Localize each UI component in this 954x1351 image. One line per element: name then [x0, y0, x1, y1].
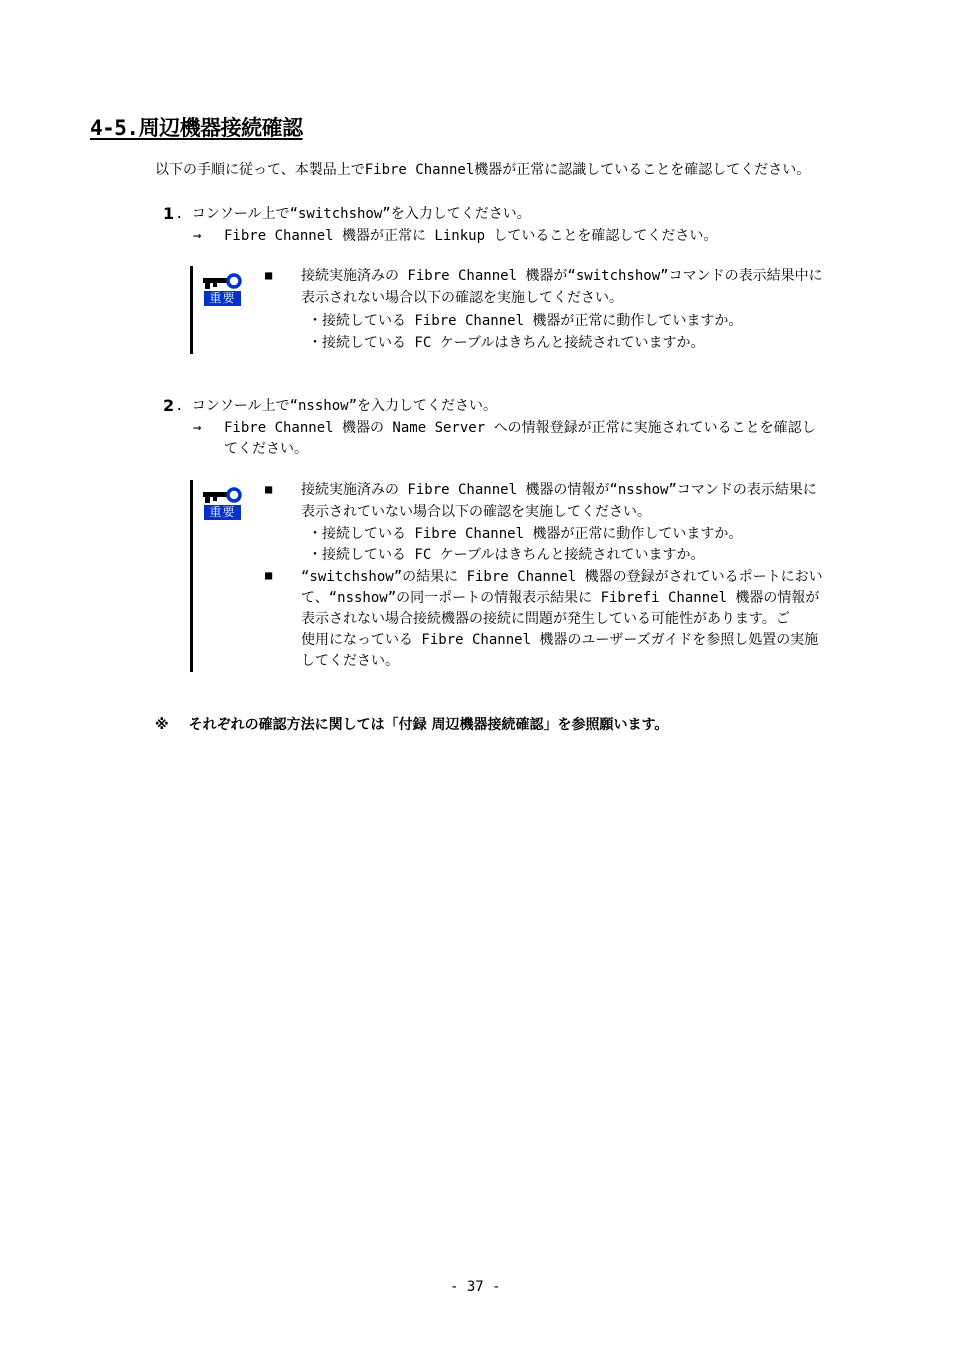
note-line: 接続実施済みの Fibre Channel 機器が“switchshow”コマンドの表示結果中に — [301, 268, 823, 284]
bullet-icon: ■ — [265, 568, 273, 582]
step-result: てください。 — [224, 441, 308, 457]
bullet-icon: ■ — [265, 268, 273, 282]
step-result: Fibre Channel 機器が正常に Linkup していることを確認してください。 — [224, 228, 718, 244]
note-sub-line: ・接続している FC ケーブルはきちんと接続されていますか。 — [308, 547, 705, 563]
key-icon — [202, 486, 244, 522]
reference-note — [155, 714, 668, 734]
step-number: 1 — [163, 204, 175, 223]
note-line: 表示されない場合接続機器の接続に問題が発生している可能性があります。ご — [301, 611, 790, 627]
note-sub-line: ・接続している FC ケーブルはきちんと接続されていますか。 — [308, 335, 705, 351]
arrow-glyph: → — [193, 228, 202, 244]
step-text: . コンソール上で“nsshow”を入力してください。 — [175, 398, 498, 414]
bullet-icon: ■ — [265, 482, 273, 496]
page-title: 4-5.周辺機器接続確認 — [90, 116, 303, 140]
note-line: “switchshow”の結果に Fibre Channel 機器の登録がされているポートにおい — [301, 569, 823, 585]
note-line: 接続実施済みの Fibre Channel 機器の情報が“nsshow”コマンドの表示結果に — [301, 482, 817, 498]
step-text: . コンソール上で“switchshow”を入力してください。 — [175, 206, 531, 222]
note-line: 使用になっている Fibre Channel 機器のユーザーズガイドを参照し処置の実施 — [301, 632, 819, 648]
step-number: 2 — [163, 396, 175, 415]
arrow-glyph: → — [193, 420, 202, 436]
note-line: 表示されていない場合以下の確認を実施してください。 — [301, 504, 651, 520]
note-bar — [190, 480, 193, 672]
note-line: してください。 — [301, 653, 399, 669]
note-text: それぞれの確認方法に関しては「付録 周辺機器接続確認」を参照願います。 — [188, 717, 669, 733]
step-result: Fibre Channel 機器の Name Server への情報登録が正常に実施されていることを確認し — [224, 420, 816, 436]
key-icon — [202, 272, 244, 308]
intro-text: 以下の手順に従って、本製品上でFibre Channel機器が正常に認識していることを確認してください。 — [155, 162, 811, 178]
note-sub-line: ・接続している Fibre Channel 機器が正常に動作していますか。 — [308, 313, 743, 329]
note-mark: ※ — [155, 717, 169, 733]
page-number: - 37 - — [450, 1279, 501, 1295]
note-line: て、“nsshow”の同一ポートの情報表示結果に Fibrefi Channel 機器の情報が — [301, 590, 820, 606]
note-sub-line: ・接続している Fibre Channel 機器が正常に動作していますか。 — [308, 526, 743, 542]
important-badge: 重要 — [204, 505, 241, 520]
note-line: 表示されない場合以下の確認を実施してください。 — [301, 290, 623, 306]
important-badge: 重要 — [204, 291, 241, 306]
note-bar — [190, 266, 193, 354]
